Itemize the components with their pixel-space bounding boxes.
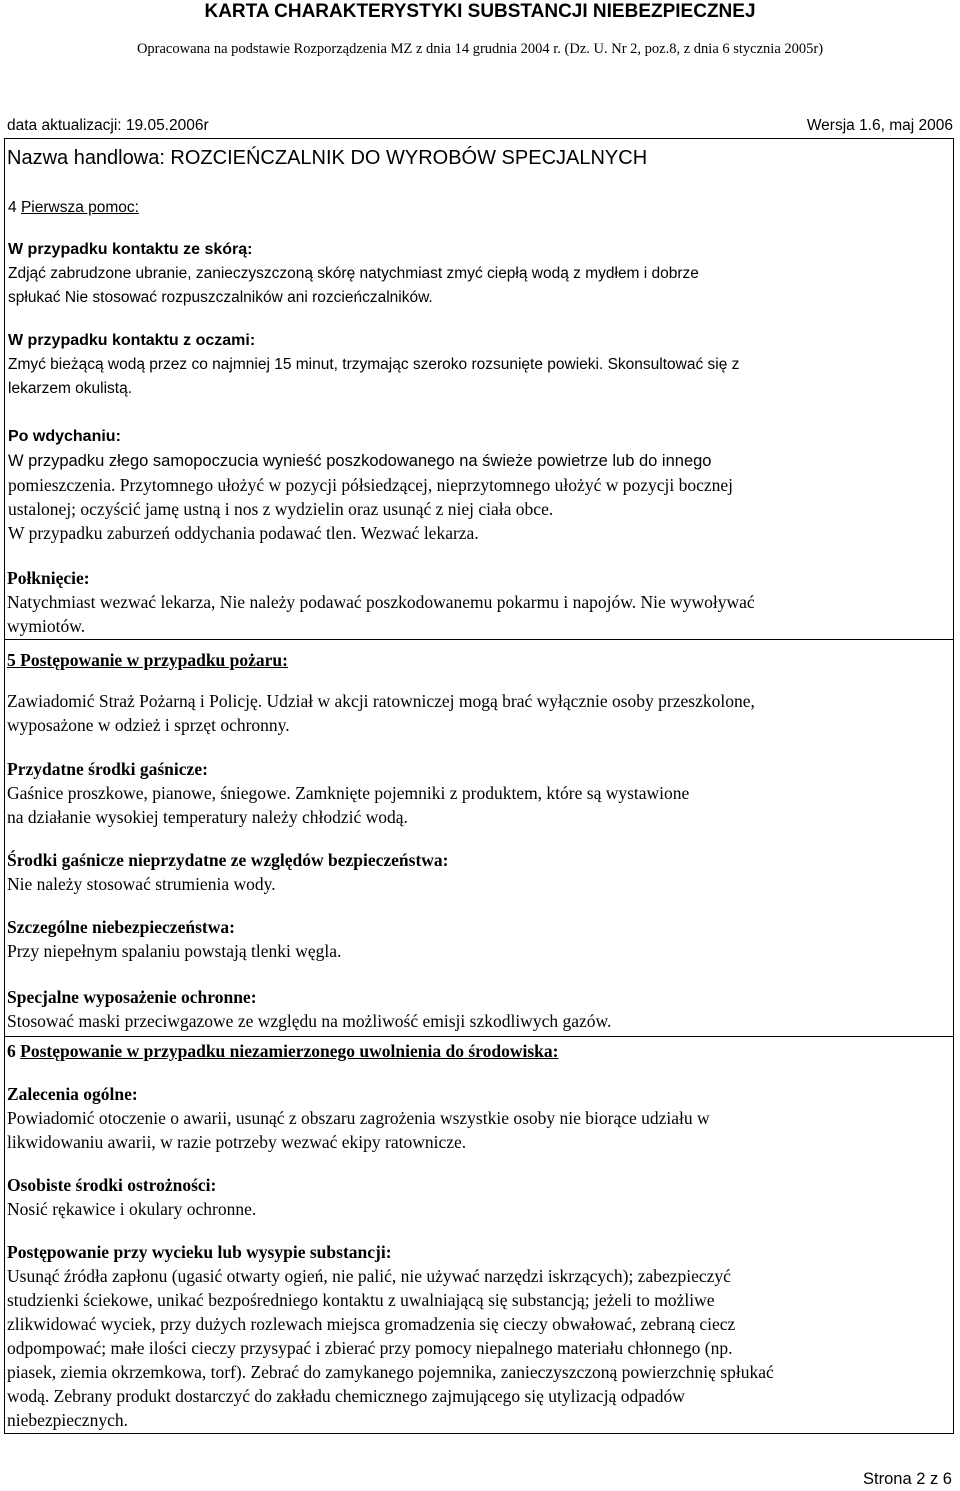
- trade-name: Nazwa handlowa: ROZCIEŃCZALNIK DO WYROBÓW SPECJALNYCH: [7, 147, 648, 169]
- skin-contact: [8, 238, 954, 310]
- section-4-heading: [8, 196, 954, 220]
- fire-intro: [7, 689, 953, 737]
- unsuitable-line-1: Nie należy stosować strumienia wody.: [7, 874, 276, 894]
- skin-label: W przypadku kontaktu ze skórą:: [8, 241, 253, 258]
- ingestion: [7, 566, 953, 638]
- document-subtitle: Opracowana na podstawie Rozporządzenia MZ z dnia 14 grudnia 2004 r. (Dz. U. Nr 2, poz.8, z dnia 6 stycznia 2005r): [136, 41, 824, 57]
- page-number: Strona 2 z 6: [863, 1470, 952, 1488]
- suitable-label: Przydatne środki gaśnicze:: [7, 759, 208, 779]
- inhale-line-3: ustalonej; oczyścić jamę ustną i nos z wydzielin oraz usunąć z niej ciała obce.: [8, 499, 554, 519]
- swallow-line-2: wymiotów.: [7, 616, 86, 636]
- spill-procedure: [7, 1240, 953, 1432]
- spill-line-1: Usunąć źródła zapłonu (ugasić otwarty ogień, nie palić, nie używać narzędzi iskrzących); zabezpieczyć: [7, 1266, 731, 1286]
- section-6-title: Postępowanie w przypadku niezamierzonego uwolnienia do środowiska:: [20, 1041, 559, 1061]
- hazards-label: Szczególne niebezpieczeństwa:: [7, 917, 235, 937]
- eyes-line-2: lekarzem okulistą.: [8, 380, 133, 397]
- eyes-line-1: Zmyć bieżącą wodą przez co najmniej 15 minut, trzymając szeroko rozsunięte powieki. Skonsultować się z: [8, 356, 740, 373]
- skin-line-2: spłukać Nie stosować rozpuszczalników ani rozcieńczalników.: [8, 289, 433, 306]
- swallow-line-1: Natychmiast wezwać lekarza, Nie należy podawać poszkodowanemu pokarmu i napojów. Nie wywoływać: [7, 592, 755, 612]
- special-hazards: [7, 915, 953, 963]
- document-title: KARTA CHARAKTERYSTYKI SUBSTANCJI NIEBEZPIECZNEJ: [204, 1, 756, 22]
- spill-line-7: niebezpiecznych.: [7, 1410, 128, 1430]
- unsuitable-extinguishers: [7, 848, 953, 896]
- section-4-number: 4: [8, 199, 17, 216]
- eyes-label: W przypadku kontaktu z oczami:: [8, 332, 256, 349]
- personal-label: Osobiste środki ostrożności:: [7, 1175, 217, 1195]
- version: Wersja 1.6, maj 2006: [806, 117, 953, 134]
- spill-line-3: zlikwidować wyciek, przy dużych rozlewach miejsca gromadzenia się cieczy obwałować, zebraną ciecz: [7, 1314, 736, 1334]
- personal-precautions: [7, 1173, 953, 1221]
- equipment-label: Specjalne wyposażenie ochronne:: [7, 987, 257, 1007]
- section-5-title: 5 Postępowanie w przypadku pożaru:: [7, 650, 288, 670]
- meta-row: [7, 116, 953, 136]
- equipment-line-1: Stosować maski przeciwgazowe ze względu na możliwość emisji szkodliwych gazów.: [7, 1011, 612, 1031]
- fire-intro-line-1: Zawiadomić Straż Pożarną i Policję. Udział w akcji ratowniczej mogą brać wyłącznie osoby przeszkolone,: [7, 691, 755, 711]
- inhalation: [8, 425, 954, 545]
- section-5-heading: [7, 648, 953, 672]
- inhale-line-4: W przypadku zaburzeń oddychania podawać tlen. Wezwać lekarza.: [8, 523, 479, 543]
- general-label: Zalecenia ogólne:: [7, 1084, 138, 1104]
- skin-line-1: Zdjąć zabrudzone ubranie, zanieczyszczoną skórę natychmiast zmyć ciepłą wodą z mydłem i dobrze: [8, 265, 699, 282]
- suitable-extinguishers: [7, 757, 953, 829]
- section-6-number: 6: [7, 1041, 16, 1061]
- fire-intro-line-2: wyposażone w odzież i sprzęt ochronny.: [7, 715, 290, 735]
- update-date: data aktualizacji: 19.05.2006r: [7, 117, 209, 134]
- suitable-line-1: Gaśnice proszkowe, pianowe, śniegowe. Zamknięte pojemniki z produktem, które są wystawione: [7, 783, 690, 803]
- protective-equipment: [7, 985, 953, 1033]
- general-line-1: Powiadomić otoczenie o awarii, usunąć z obszaru zagrożenia wszystkie osoby nie biorące udziału w: [7, 1108, 710, 1128]
- swallow-label: Połknięcie:: [7, 568, 90, 588]
- unsuitable-label: Środki gaśnicze nieprzydatne ze względów bezpieczeństwa:: [7, 850, 449, 870]
- personal-line-1: Nosić rękawice i okulary ochronne.: [7, 1199, 257, 1219]
- spill-line-2: studzienki ściekowe, unikać bezpośredniego kontaktu z uwalniającą się substancją; jeżeli to możliwe: [7, 1290, 715, 1310]
- inhale-line-1: W przypadku złego samopoczucia wynieść poszkodowanego na świeże powietrze lub do innego: [8, 452, 712, 470]
- spill-line-6: wodą. Zebrany produkt dostarczyć do zakładu chemicznego zajmującego się utylizacją odpadów: [7, 1386, 685, 1406]
- section-4-title: Pierwsza pomoc:: [20, 199, 139, 216]
- inhale-label: Po wdychaniu:: [8, 428, 121, 445]
- spill-label: Postępowanie przy wycieku lub wysypie substancji:: [7, 1242, 392, 1262]
- spill-line-5: piasek, ziemia okrzemkowa, torf). Zebrać do zamykanego pojemnika, zanieczyszczoną powierzchnię spłukać: [7, 1362, 774, 1382]
- hazards-line-1: Przy niepełnym spalaniu powstają tlenki węgla.: [7, 941, 342, 961]
- suitable-line-2: na działanie wysokiej temperatury należy chłodzić wodą.: [7, 807, 408, 827]
- general-recommendations: [7, 1082, 953, 1154]
- section-6-heading: [7, 1039, 953, 1063]
- spill-line-4: odpompować; małe ilości cieczy przysypać i zbierać przy pomocy niepalnego materiału chłonnego (np.: [7, 1338, 733, 1358]
- eye-contact: [8, 329, 954, 401]
- inhale-line-2: pomieszczenia. Przytomnego ułożyć w pozycji półsiedzącej, nieprzytomnego ułożyć w pozycji bocznej: [8, 475, 734, 495]
- general-line-2: likwidowaniu awarii, w razie potrzeby wezwać ekipy ratownicze.: [7, 1132, 467, 1152]
